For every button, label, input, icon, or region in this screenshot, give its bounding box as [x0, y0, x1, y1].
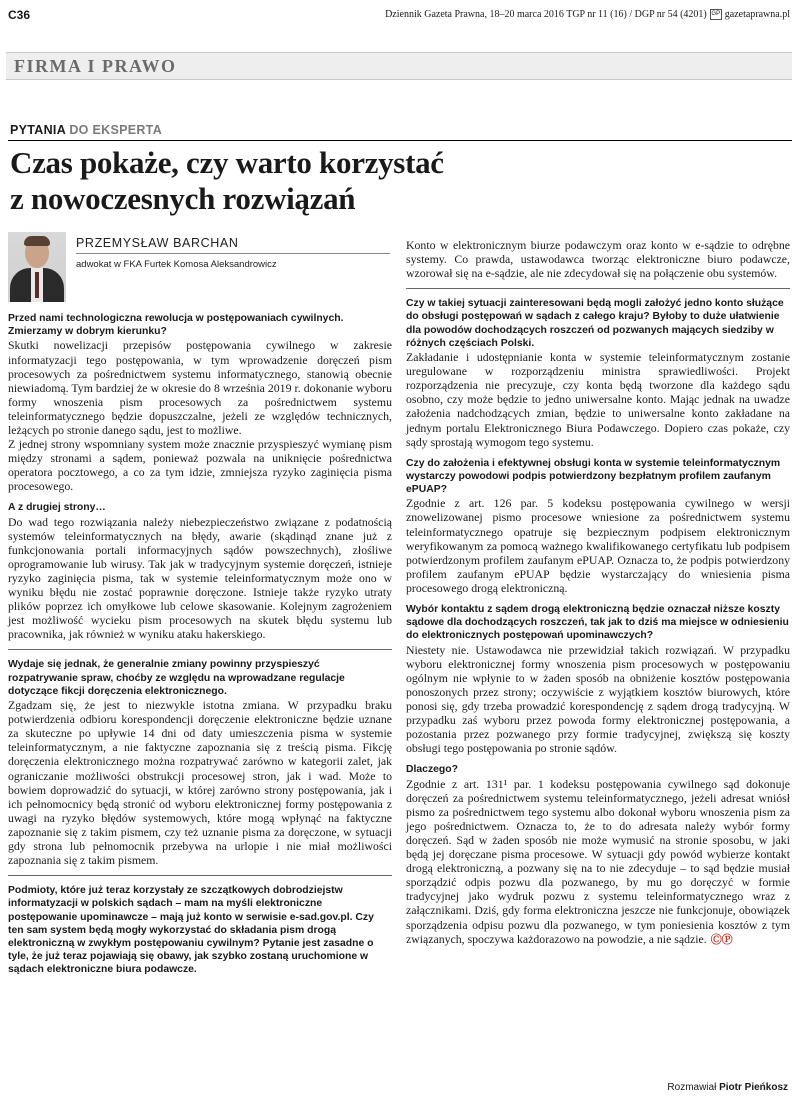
answer: Skutki nowelizacji przepisów postępowania cywilnego w zakresie informatyzacji tego postępowania, w tym wprowadzenie doręczeń pism procesowych za pośrednictwem systemu informatycznego, stanowią obecnie niewiadomą. Tym bardziej że w okresie do 8 września 2019 r. dokonanie wyboru formy wnoszenia pism procesowych za pośrednictwem systemu teleinformatycznego będzie dopuszczalne, jeżeli ze względów technicznych, leżących po stronie danego sądu, jest to możliwe.: [8, 338, 392, 437]
author-photo: [8, 232, 66, 302]
question: Przed nami technologiczna rewolucja w postępowaniach cywilnych. Zmierzamy w dobrym kierunku?: [8, 313, 344, 338]
photo-hair: [24, 236, 50, 246]
answer: Z jednej strony wspomniany system może znacznie przyspieszyć wymianę pism między stronami a sądem, ponieważ pozwala na uniknięcie pośrednictwa operatora pocztowego, a co za tym idzie, zmniejsza ryzyko zaginięcia pisma procesowego.: [8, 437, 392, 494]
kicker-primary: PYTANIA: [10, 123, 66, 137]
headline: [10, 145, 570, 217]
answer: Zgodnie z art. 126 par. 5 kodeksu postępowania cywilnego w wersji znowelizowanej pismo procesowe wniesione za pośrednictwem systemu teleinformatycznego opatruje się bezpiecznym podpisem elektronicznym weryfikowanym za pomocą ważnego kwalifikowanego certyfikatu lub podpisem potwierdzonym profilem zaufanym ePUAP. Oznacza to, że podpis potwierdzony profilem zaufanym ePUAP będzie wystarczający do wniesienia pisma procesowego drogą elektroniczną.: [406, 496, 790, 595]
separator-rule: [406, 288, 790, 289]
kicker-rule: [8, 140, 792, 141]
question: Podmioty, które już teraz korzystały ze szczątkowych dobrodziejstw informatyzacji w polskich sądach – mam na myśli elektroniczne postępowanie upominawcze – mają już konto w serwisie e-sad.gov.pl. Czy ten sam system będą mogły wykorzystać do składania pism drogą elektroniczną w zwykłym postępowaniu cywilnym? Pytanie jest zasadne o tyle, że już teraz pojawiają się obawy, jak szybko zostaną uruchomione w sądach elektroniczne biura podawcze.: [8, 885, 374, 976]
separator-rule: [8, 649, 392, 650]
photo-tie: [35, 272, 39, 298]
answer: Konto w elektronicznym biurze podawczym oraz konto w e-sądzie to odrębne systemy. Co prawda, ustawodawca tworząc elektroniczne biuro podawcze, wzorował się na e-sądzie, ale nie zdecydował się na połączenie obu systemów.: [406, 238, 790, 281]
headline-line-1: Czas pokaże, czy warto korzystać: [10, 145, 444, 180]
right-column: [406, 238, 790, 947]
gp-logo-icon: GP: [710, 9, 722, 20]
answer: Zgodnie z art. 131¹ par. 1 kodeksu postępowania cywilnego sąd dokonuje doręczeń za pośrednictwem systemu teleinformatycznego, jeżeli adresat wniósł pismo za pośrednictwem tego systemu albo dokonał wyboru wnoszenia pism za jego pośrednictwem. Oznacza to, że to do adresata należy wybór formy doręczeń. Sąd w żaden sposób nie może wymusić na stronie sposobu, w jaki będą jej doręczane pisma procesowe. W sytuacji gdy powód wybierze kontakt drogą elektroniczną, a pozwany się na to nie zdecyduje – to sąd będzie musiał sporządzić odpis pozwu dla pozwanego, by mu go doręczyć w formie tradycyjnej jako wydruk pozwu z systemu teleinformatycznego wraz z załącznikami. Dziś, gdy forma elektroniczna jeszcze nie funkcjonuje, obowiązek sporządzenia odpisu pozwu dla pozwanego, w tym poniesienia kosztów z tym związanych, spoczywa każdorazowo na powodzie, a nie sądzie. ⒸⓅ: [406, 776, 790, 946]
answer: Zgadzam się, że jest to niezwykle istotna zmiana. W przypadku braku potwierdzenia odbioru korespondencji doręczenie elektroniczne będzie uznane za skuteczne po upływie 14 dni od daty umieszczenia pisma w systemie teleinformatycznym, a nie faktyczne zapoznania się z treścią pisma. Fikcję doręczenia elektronicznego można rozpatrywać zarówno w kategorii zalet, jak ograniczanie możliwości obstrukcji procesowej stron, jak i wad. Może to bowiem doprowadzić do sytuacji, w której zarówno strony postępowania, jak i ich pełnomocnicy będą stronić od wyboru elektronicznej formy postępowania z uwagi na ryzyko błędów systemowych, które mogą wpłynąć na faktyczne zapoznanie się z takim pismem, czy też uznanie pisma za doręczone, w sytuacji gdy strona lub pełnomocnik przebywa na urlopie i nie miał możliwości zapoznania się z takim pismem.: [8, 698, 392, 868]
top-bar: [8, 6, 790, 26]
section-banner: [6, 52, 792, 80]
signoff-label: Rozmawiał: [667, 1082, 717, 1093]
question: Czy do założenia i efektywnej obsługi konta w systemie teleinformatycznym wystarczy powodowi podpis potwierdzony bezpłatnym profilem zaufanym ePUAP?: [406, 457, 781, 496]
section-title: FIRMA I PRAWO: [14, 56, 177, 76]
separator-rule: [8, 875, 392, 876]
masthead: [385, 9, 790, 20]
copyright-mark-icon: ⒸⓅ: [710, 933, 733, 946]
kicker: [10, 123, 162, 137]
left-column: [8, 312, 392, 977]
author-rule: [76, 253, 390, 254]
kicker-secondary: DO EKSPERTA: [69, 123, 163, 137]
signoff-name: Piotr Pieńkosz: [719, 1082, 788, 1093]
headline-line-2: z nowoczesnych rozwiązań: [10, 181, 356, 216]
page-number: C36: [8, 8, 31, 22]
site-link[interactable]: gazetaprawna.pl: [724, 9, 790, 20]
question: Dlaczego?: [406, 764, 458, 776]
signoff: [667, 1082, 788, 1093]
masthead-text: Dziennik Gazeta Prawna, 18–20 marca 2016 TGP nr 11 (16) / DGP nr 54 (4201): [385, 9, 707, 20]
answer: Zakładanie i udostępnianie konta w systemie teleinformatycznym zostanie uregulowane w rozporządzeniu ministra sprawiedliwości. Projekt rozporządzenia nie precyzuje, czy konta będą tworzone dla każdego sądu osobno, czy może będzie to jedno uniwersalne konto. Mając jednak na uwadze założenia nadchodzących zmian, będzie to uniwersalne konto zakładane na jednym portalu Elektronicznego Biura Podawczego. Dopiero czas pokaże, czy sądy sprostają wymogom tego systemu.: [406, 350, 790, 449]
question: Wybór kontaktu z sądem drogą elektroniczną będzie oznaczał niższe koszty sądowe dla dochodzących roszczeń, tak jak to dziś ma miejsce w odniesieniu do elektronicznych postępowań upominawczych?: [406, 604, 789, 642]
author-role: adwokat w FKA Furtek Komosa Aleksandrowicz: [76, 259, 277, 270]
question: Czy w takiej sytuacji zainteresowani będą mogli założyć jedno konto służące do obsługi postępowań w sądach z całego kraju? Byłoby to duże ułatwienie dla powodów dochodzących roszczeń od pozwanych mających siedziby w różnych częściach Polski.: [406, 298, 784, 349]
answer: Do wad tego rozwiązania należy niebezpieczeństwo związane z podatnością systemów teleinformatycznych na błędy, awarie (skądinąd znane już z funkcjonowania portali informacyjnych sądów powszechnych), złośliwe oprogramowanie lub wirusy. Tak jak w tradycyjnym systemie doręczeń, istnieje ryzyko zaginięcia pisma, tak w systemie teleinformatycznym może ono w wyniku błędu nie zostać poprawnie doręczone. Istnieje także ryzyko utraty plików poprzez ich omyłkowe lub celowe skasowanie. Kolejnym zagrożeniem jest możliwość wycieku pism procesowych na skutek błędu systemu lub pracownika, jak również w wyniku ataku hakerskiego.: [8, 514, 392, 642]
question: A z drugiej strony…: [8, 502, 106, 514]
answer: Niestety nie. Ustawodawca nie przewidział takich rozwiązań. W przypadku wyboru elektronicznej formy wnoszenia pism procesowych w postępowaniu ogólnym nie wpłynie to w żaden sposób na obniżenie kosztów postępowania ponoszonych przez strony; oczywiście z wyjątkiem kosztów biurowych, które ponosi się, gdy trzeba prowadzić korespondencję z sądem drogą tradycyjną. W przypadku zaś wyboru przez powoda formy elektronicznej postępowania, a pozostania przez pozwanego przy formie tradycyjnej, zwiększą się koszty obsługi tego postępowania po stronie sądów.: [406, 642, 790, 756]
author-name: PRZEMYSŁAW BARCHAN: [76, 236, 239, 250]
question: Wydaje się jednak, że generalnie zmiany powinny przyspieszyć rozpatrywanie spraw, choćby ze względu na wprowadzane regulacje dotyczące fikcji doręczenia elektronicznego.: [8, 659, 345, 697]
